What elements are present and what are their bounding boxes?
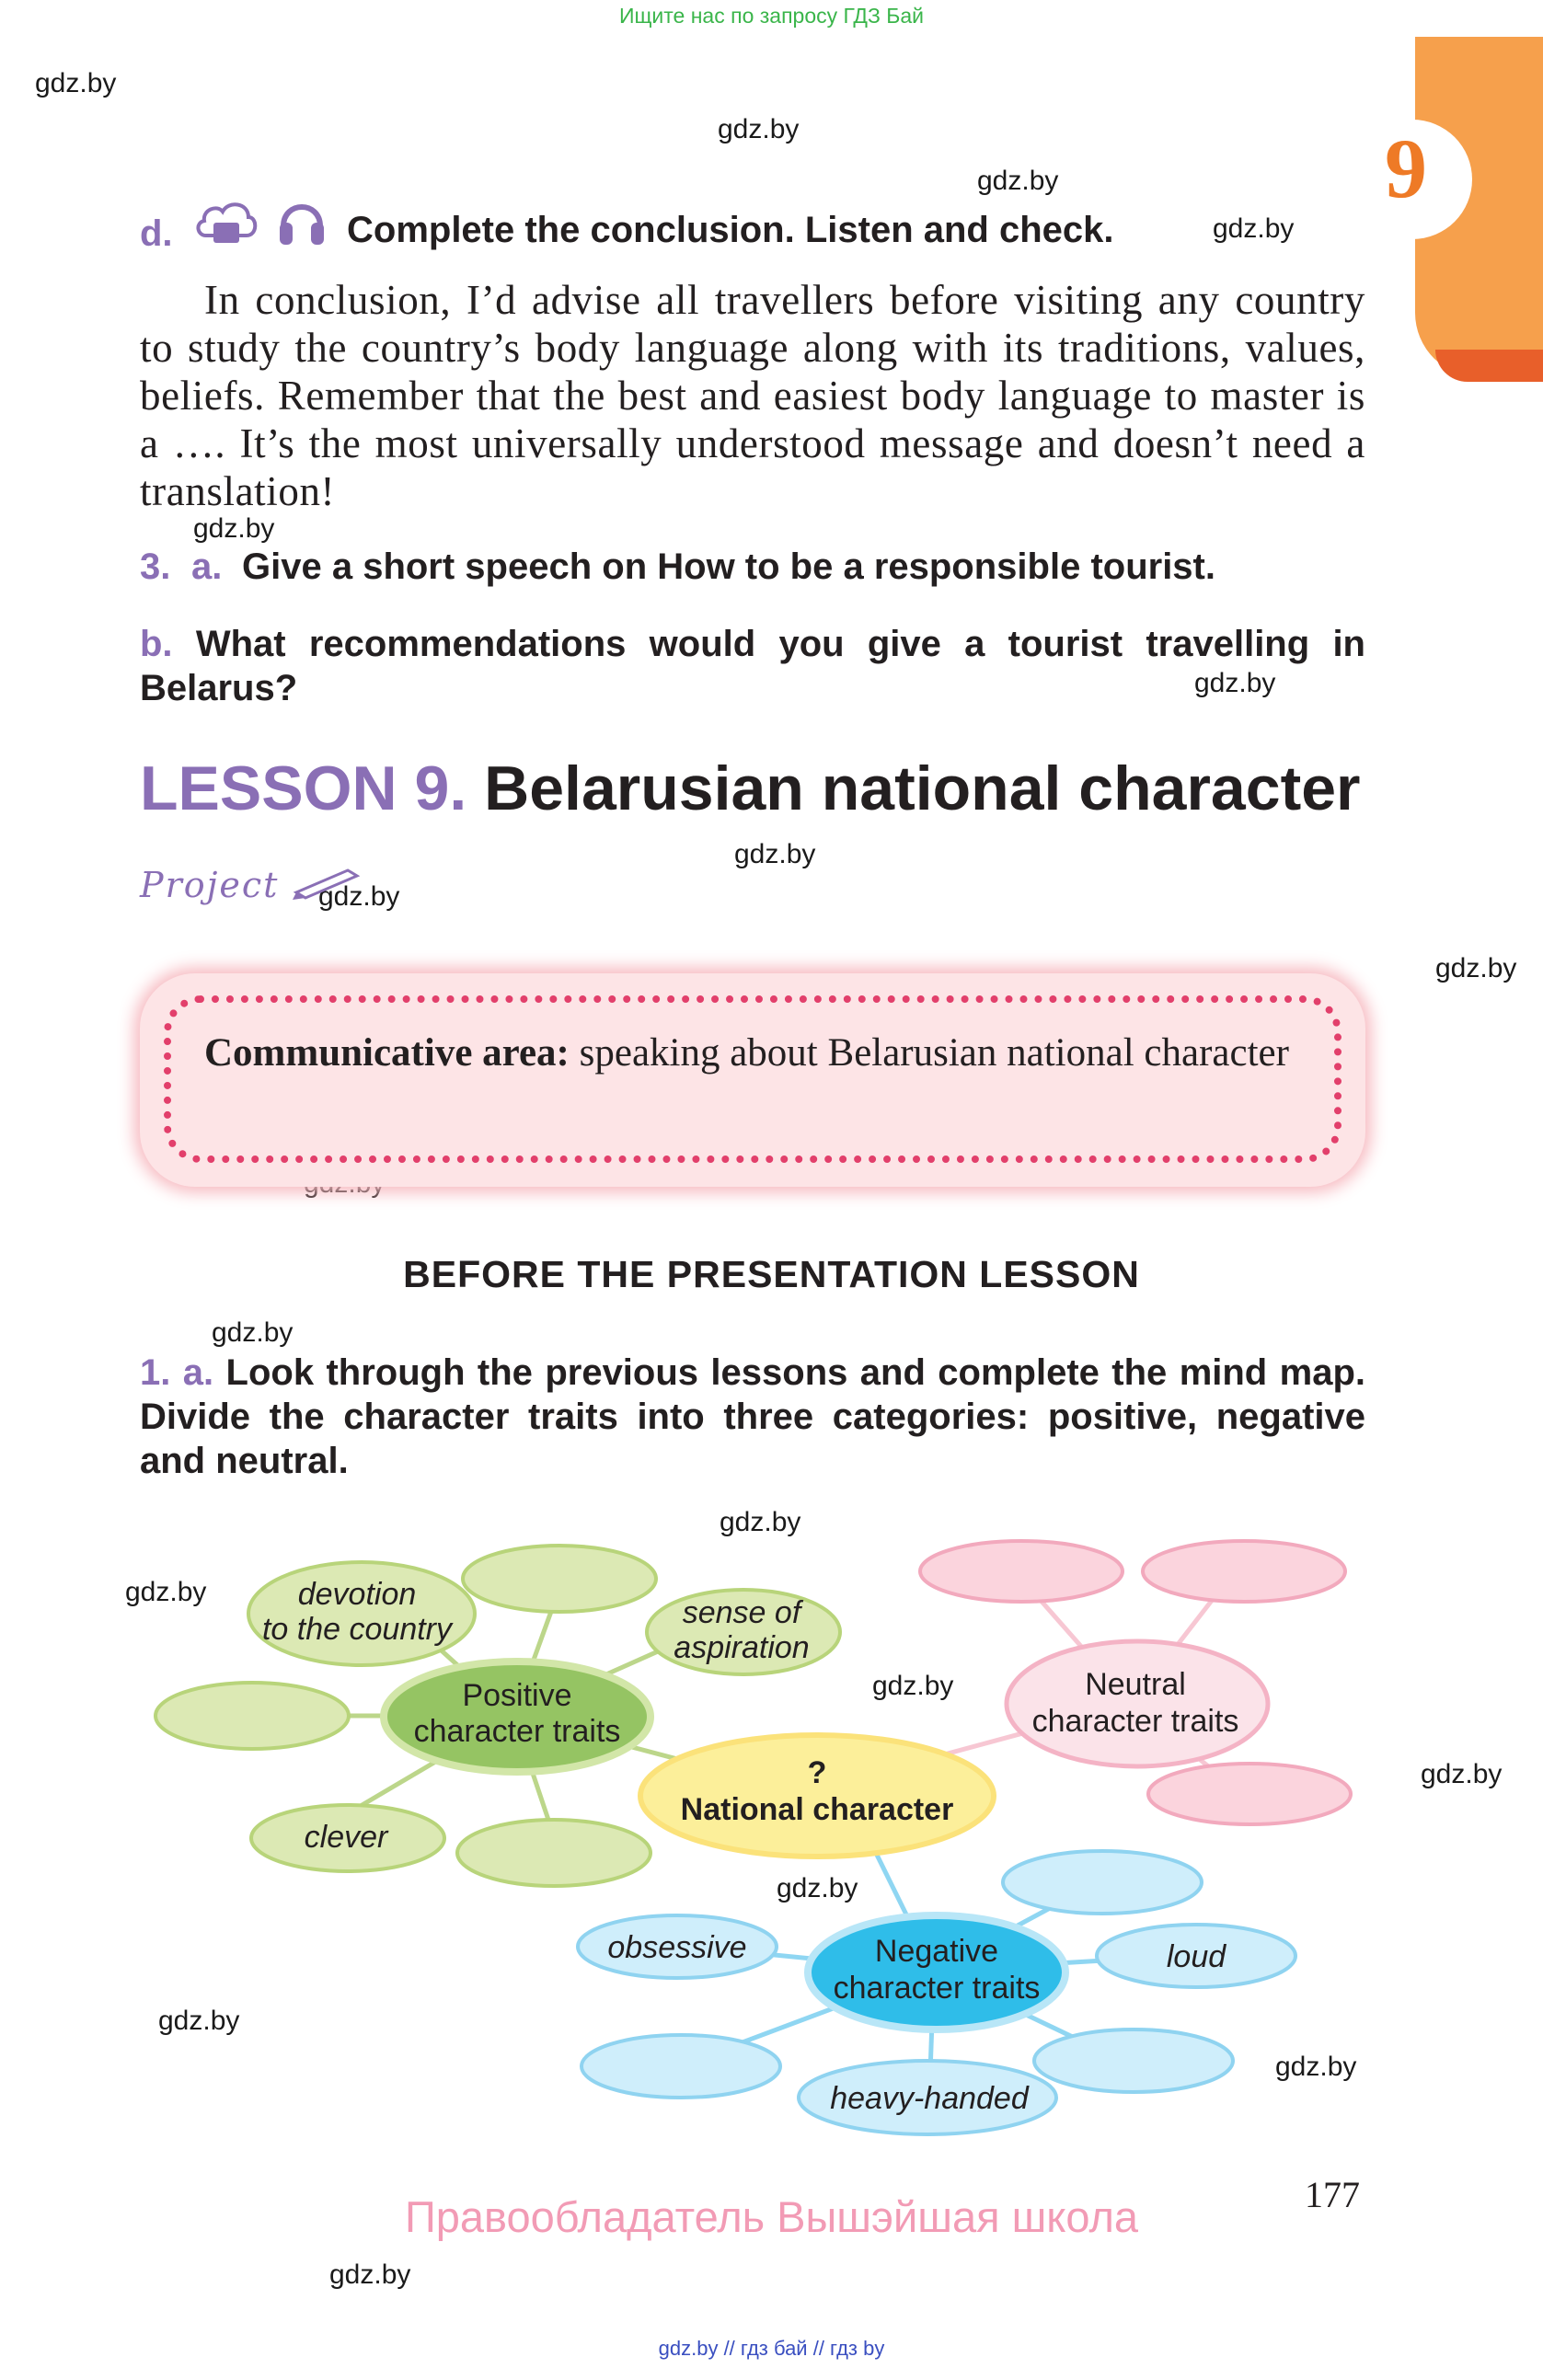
- watermark: gdz.by: [977, 166, 1059, 196]
- task-3b-text: What recommendations would you give a tourist travelling in Belarus?: [140, 624, 1365, 708]
- trait-label-devotion-2: to the country: [261, 1612, 453, 1647]
- section-heading: BEFORE THE PRESENTATION LESSON: [403, 1253, 1140, 1295]
- watermark: gdz.by: [158, 2006, 240, 2036]
- lesson-title: Belarusian national character: [484, 753, 1361, 823]
- watermark: gdz.by: [718, 114, 800, 144]
- communicative-value: speaking about Belarusian national character: [579, 1031, 1289, 1075]
- neutral-trait-bubble: [1148, 1764, 1351, 1824]
- positive-trait-bubble: [155, 1683, 349, 1749]
- watermark: gdz.by: [318, 881, 400, 912]
- negative-center-line1: Negative: [874, 1934, 999, 1969]
- task-1-text: Look through the previous lessons and complete the mind map. Divide the character traits into three categories: positive, negative and neutral.: [140, 1352, 1365, 1481]
- task-1a-letter: a.: [182, 1352, 214, 1393]
- trait-label-heavy-handed: heavy-handed: [830, 2081, 1029, 2116]
- task-3a-text: Give a short speech on How to be a responsible tourist.: [242, 546, 1215, 587]
- trait-label-sense: sense of: [682, 1595, 801, 1630]
- pen-icon: [293, 865, 366, 902]
- positive-trait-bubble: [463, 1546, 656, 1612]
- negative-trait-bubble: [582, 2035, 780, 2098]
- neutral-trait-bubble: [920, 1541, 1123, 1602]
- task-3-number: 3.: [140, 546, 171, 587]
- center-title: National character: [680, 1792, 954, 1827]
- positive-center-line1: Positive: [462, 1678, 572, 1713]
- watermark: gdz.by: [1421, 1759, 1503, 1789]
- conclusion-text: In conclusion, I’d advise all travellers before visiting any country to study the country’s body language along with its traditions, values, beliefs. Remember that the best and easiest body language to master is a …. It’s the most universally understood message and doesn’t need a translation!: [140, 277, 1365, 514]
- watermark: gdz.by: [1194, 668, 1276, 698]
- mind-map: [0, 1509, 1543, 2144]
- trait-label-clever: clever: [304, 1820, 388, 1855]
- headphones-icon: [276, 193, 328, 255]
- task-1: [140, 1351, 1365, 1483]
- cloud-folder-icon: [193, 195, 259, 255]
- task-d-letter: d.: [140, 213, 173, 254]
- watermark: gdz.by: [720, 1507, 801, 1537]
- watermark: gdz.by: [329, 2259, 411, 2290]
- watermark: gdz.by: [734, 839, 816, 869]
- trait-label-devotion: devotion: [297, 1577, 417, 1612]
- unit-tab-shade: [1435, 350, 1543, 382]
- watermark: gdz.by: [1213, 213, 1295, 244]
- watermark: gdz.by: [777, 1873, 858, 1903]
- watermark: gdz.by: [212, 1317, 294, 1348]
- negative-center-line2: character traits: [833, 1971, 1041, 2006]
- neutral-center-line1: Neutral: [1085, 1667, 1186, 1702]
- communicative-text: [204, 1029, 1327, 1078]
- neutral-trait-bubble: [1143, 1541, 1345, 1602]
- task-d-instruction: Complete the conclusion. Listen and check.: [347, 210, 1114, 250]
- communicative-label: Communicative area:: [204, 1031, 570, 1075]
- watermark: gdz.by: [193, 513, 275, 544]
- communicative-dotted-border: [164, 995, 1341, 1163]
- task-3a-letter: a.: [191, 546, 223, 587]
- footer-links[interactable]: gdz.by // гдз бай // гдз by: [658, 2337, 885, 2360]
- positive-center-line2: character traits: [413, 1714, 621, 1749]
- lesson-heading: [140, 753, 1361, 824]
- task-3b: [140, 622, 1365, 710]
- task-3b-letter: b.: [140, 624, 173, 664]
- lesson-label: LESSON 9.: [140, 753, 467, 823]
- watermark: gdz.by: [35, 68, 117, 98]
- neutral-center-line2: character traits: [1031, 1704, 1239, 1739]
- top-banner[interactable]: Ищите нас по запросу ГДЗ Бай: [618, 4, 925, 28]
- watermark: gdz.by: [872, 1671, 954, 1701]
- center-question: ?: [807, 1755, 827, 1790]
- negative-trait-bubble: [1003, 1851, 1202, 1914]
- watermark: gdz.by: [1275, 2052, 1357, 2082]
- positive-trait-bubble: [457, 1820, 651, 1886]
- trait-label-obsessive: obsessive: [607, 1930, 747, 1965]
- project-label: Project: [140, 865, 366, 905]
- copyright-holder: Правообладатель Вышэйшая школа: [404, 2192, 1139, 2241]
- trait-label-loud: loud: [1166, 1939, 1226, 1974]
- page-number: 177: [1305, 2174, 1360, 2215]
- unit-number: 9: [1385, 121, 1427, 215]
- trait-label-aspiration: aspiration: [674, 1630, 810, 1665]
- watermark: gdz.by: [1435, 953, 1517, 983]
- negative-trait-bubble: [1034, 2029, 1233, 2092]
- watermark: gdz.by: [125, 1577, 207, 1607]
- task-1-number: 1.: [140, 1352, 171, 1393]
